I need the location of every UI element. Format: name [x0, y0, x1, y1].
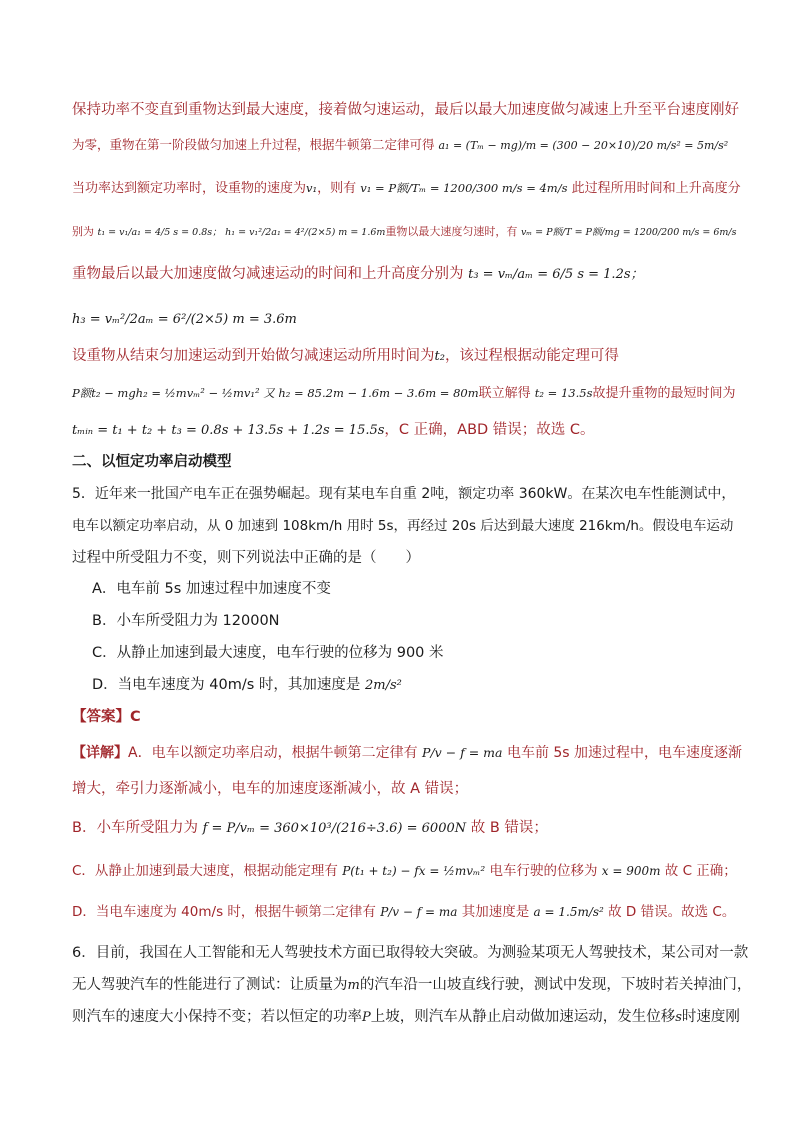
- solution-text: 设重物从结束匀加速运动到开始做匀减速运动所用时间为: [72, 348, 435, 364]
- symbol-t2: t₂: [434, 349, 445, 364]
- solution-text: 别为: [72, 225, 94, 238]
- option-a: A．电车前 5s 加速过程中加速度不变: [92, 581, 331, 597]
- equation-t2: t₂ = 13.5s: [534, 386, 593, 400]
- question-5-line-3: 过程中所受阻力不变，则下列说法中正确的是（ ）: [72, 550, 420, 566]
- question-6-line-2: [72, 974, 752, 997]
- equation-a1: a₁ = (Tₘ − mg)/m = (300 − 20×10)/20 m/s² = 5m/s²: [438, 139, 729, 152]
- equation-h3: h₃ = vₘ²/2aₘ = 6²/(2×5) m = 3.6m: [72, 312, 297, 327]
- option-d: [92, 674, 734, 697]
- equation-vm: vₘ = P额/T = P额/mg = 1200/200 m/s = 6m/s: [520, 227, 737, 238]
- question-6-line-1: 6．目前，我国在人工智能和无人驾驶技术方面已取得较大突破。为测验某项无人驾驶技术，某公司对一款: [72, 945, 749, 961]
- detail-text: D．当电车速度为 40m/s 时，根据牛顿第二定律有: [72, 904, 376, 920]
- detail-text: 电车前 5s 加速过程中，电车速度逐渐: [506, 745, 743, 761]
- solution-text: 故提升重物的最短时间为: [592, 386, 736, 401]
- question-5-line-1: 5．近年来一批国产电车正在强势崛起。现有某电车自重 2吨，额定功率 360kW。在某次电车性能测试中，: [72, 486, 736, 502]
- symbol-m: m: [347, 978, 360, 993]
- symbol-v1: v₁: [306, 181, 318, 195]
- detail-line-b: [72, 817, 734, 840]
- section-heading: 二、以恒定功率启动模型: [72, 454, 232, 470]
- question-text: 时速度刚: [681, 1009, 740, 1025]
- symbol-p: P: [362, 1010, 371, 1025]
- detail-text: 故 D 错误。故选 C。: [608, 904, 736, 920]
- detail-text: 电车行驶的位移为: [489, 863, 598, 879]
- solution-text: 联立解得: [478, 386, 531, 401]
- solution-line-3: [72, 177, 741, 200]
- detail-text: 其加速度是: [461, 904, 530, 920]
- solution-line-7: [72, 345, 734, 368]
- detail-text: A．电车以额定功率启动，根据牛顿第二定律有: [128, 745, 418, 761]
- equation-h1: h₁ = v₁²/2a₁ = 4²/(2×5) m = 1.6m: [225, 227, 386, 238]
- answer-value: C: [130, 709, 141, 725]
- detail-label: 【详解】: [72, 745, 128, 761]
- solution-text: 此过程所用时间和上升高度分: [571, 181, 741, 196]
- detail-line-c: [72, 860, 737, 882]
- solution-line-4: [72, 221, 737, 244]
- question-text: 的汽车沿一山坡直线行驶，测试中发现，下坡时若关掉油门，: [359, 977, 752, 993]
- question-6-line-3: [72, 1006, 740, 1029]
- solution-line-5: [72, 263, 734, 286]
- detail-text: B．小车所受阻力为: [72, 820, 198, 836]
- solution-line-9: [72, 419, 734, 442]
- question-5-line-2: 电车以额定功率启动，从 0 加速到 108km/h 用时 5s，再经过 20s 后达到最大速度 216km/h。假设电车运动: [72, 518, 734, 534]
- solution-line-1: 保持功率不变直到重物达到最大速度，接着做匀速运动，最后以最大加速度做匀减速上升至平台速度刚好: [72, 102, 739, 118]
- option-d-text: D．当电车速度为 40m/s 时，其加速度是: [92, 677, 361, 693]
- solution-text: 重物最后以最大加速度做匀减速运动的时间和上升高度分别为: [72, 266, 464, 282]
- detail-line-a1: [72, 742, 743, 764]
- equation-acceleration: a = 1.5m/s²: [533, 905, 604, 919]
- equation-energy: P额t₂ − mgh₂ = ½mvₘ² − ½mv₁² 又 h₂ = 85.2m − 1.6m − 3.6m = 80m: [72, 386, 479, 400]
- solution-text: 当功率达到额定功率时，设重物的速度为: [72, 181, 307, 196]
- equation-v1: v₁ = P额/Tₘ = 1200/300 m/s = 4m/s: [360, 181, 568, 195]
- question-text: 无人驾驶汽车的性能进行了测试：让质量为: [72, 977, 348, 993]
- option-d-value: 2m/s²: [365, 678, 402, 693]
- equation-newton-a: P/v − f = ma: [422, 745, 503, 760]
- answer-label: 【答案】: [72, 709, 130, 725]
- equation-kinetic-energy: P(t₁ + t₂) − fx = ½mvₘ²: [342, 864, 486, 878]
- equation-friction: f = P/vₘ = 360×10³/(216÷3.6) = 6000N: [202, 821, 467, 836]
- detail-text: 故 B 错误；: [470, 820, 548, 836]
- solution-line-8: [72, 382, 734, 405]
- question-text: 则汽车的速度大小保持不变；若以恒定的功率: [72, 1009, 362, 1025]
- solution-text: ，该过程根据动能定理可得: [444, 348, 619, 364]
- equation-displacement: x = 900m: [601, 864, 661, 878]
- solution-text: 重物以最大速度匀速时，有: [385, 225, 518, 238]
- detail-text: C．从静止加速到最大速度，根据动能定理有: [72, 863, 338, 879]
- solution-text: 为零，重物在第一阶段做匀加速上升过程，根据牛顿第二定律可得: [72, 137, 435, 152]
- question-text: 上坡，则汽车从静止启动做加速运动，发生位移: [370, 1009, 676, 1025]
- equation-tmin: tₘᵢₙ = t₁ + t₂ + t₃ = 0.8s + 13.5s + 1.2s = 15.5s: [72, 423, 385, 438]
- detail-line-a2: 增大，牵引力逐渐减小，电车的加速度逐渐减小，故 A 错误；: [72, 781, 469, 797]
- solution-line-6: [72, 308, 734, 331]
- equation-newton-d: P/v − f = ma: [380, 905, 458, 919]
- solution-text: ，则有: [317, 181, 357, 196]
- option-b: B．小车所受阻力为 12000N: [92, 613, 280, 629]
- equation-t3: t₃ = vₘ/aₘ = 6/5 s = 1.2s；: [468, 267, 644, 282]
- answer-line: [72, 706, 734, 728]
- solution-line-2: [72, 134, 734, 157]
- detail-line-d: [72, 901, 734, 923]
- equation-t1: t₁ = v₁/a₁ = 4/5 s = 0.8s；: [97, 227, 222, 238]
- option-c: C．从静止加速到最大速度，电车行驶的位移为 900 米: [92, 645, 444, 661]
- symbol-s: s: [675, 1010, 682, 1025]
- detail-text: 故 C 正确；: [664, 863, 737, 879]
- solution-text: ，C 正确，ABD 错误；故选 C。: [384, 422, 595, 438]
